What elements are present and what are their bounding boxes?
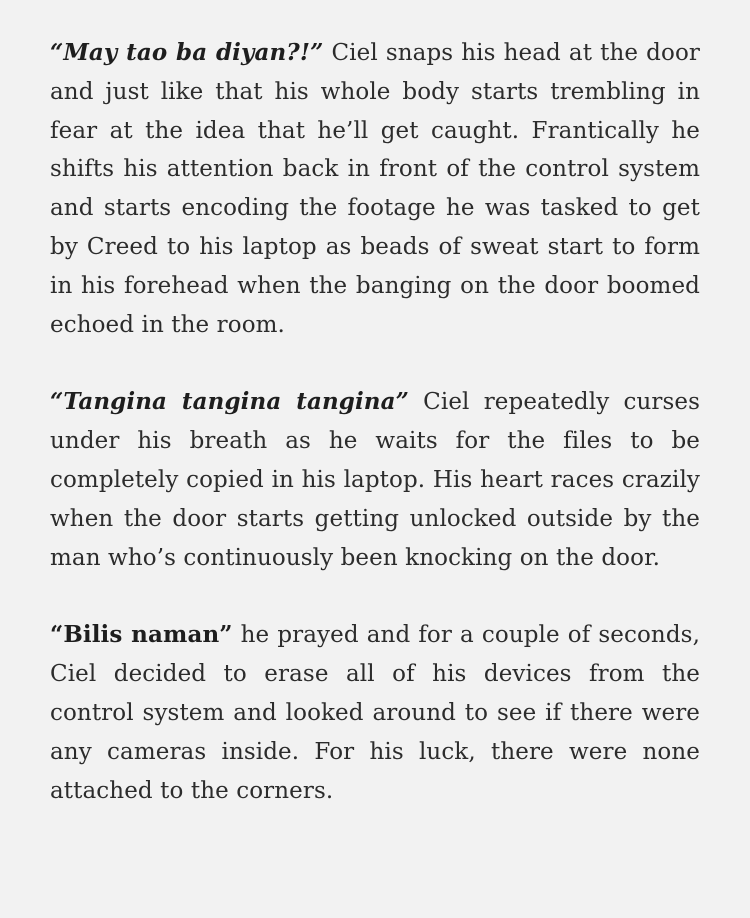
- story-paragraph-1: [50, 34, 700, 344]
- dialogue-lead-2: “Tangina tangina tangina”: [50, 388, 409, 416]
- story-paragraph-3: [50, 616, 700, 810]
- narration-text-1: Ciel snaps his head at the door and just like that his whole body starts trembling in fear at the idea that he’ll get caught. Frantically he shifts his attention back in front of the control system and starts encoding the footage he was tasked to get by Creed to his laptop as beads of sweat start to form in his forehead when the banging on the door boomed echoed in the room.: [50, 40, 700, 338]
- dialogue-lead-3: “Bilis naman”: [50, 621, 233, 649]
- story-paragraph-2: [50, 383, 700, 577]
- narration-text-2: Ciel repeatedly curses under his breath as he waits for the files to be completely copied in his laptop. His heart races crazily when the door starts getting unlocked outside by the man who’s continuously been knocking on the door.: [50, 389, 701, 571]
- narration-text-3: he prayed and for a couple of seconds, Ciel decided to erase all of his devices from the control system and looked around to see if there were any cameras inside. For his luck, there were none attached to the corners.: [50, 622, 700, 804]
- dialogue-lead-1: “May tao ba diyan?!”: [50, 39, 324, 66]
